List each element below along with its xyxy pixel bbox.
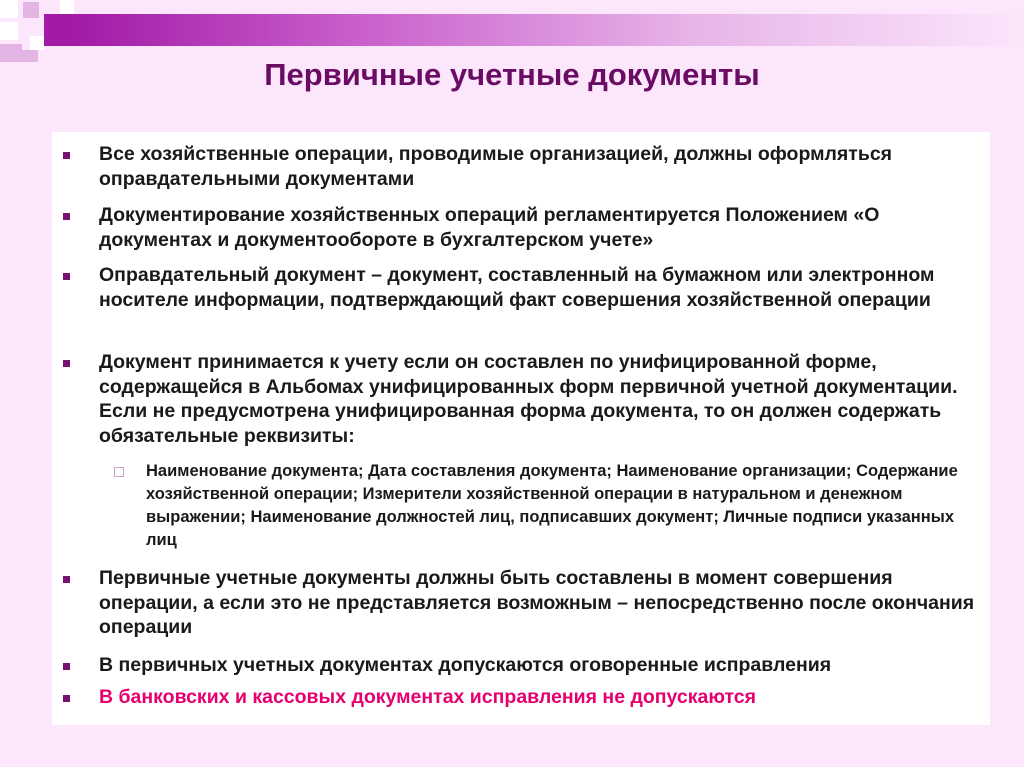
header-gradient-bar xyxy=(74,14,1024,46)
square-bullet-icon xyxy=(63,152,70,159)
bullet-text: Все хозяйственные операции, проводимые организацией, должны оформляться оправдательными документами xyxy=(99,143,893,190)
bullet-text: Документ принимается к учету если он составлен по унифицированной форме, содержащейся в Альбомах унифицированных форм первичной учетной документации. Если не предусмотрена унифицированная форма документа, то он должен содержать обязательные реквизиты: xyxy=(99,351,958,447)
bullet-text: Первичные учетные документы должны быть составлены в момент совершения операции, а если это не представляется возможным – непосредственно после окончания операции xyxy=(99,567,975,638)
slide-title: Первичные учетные документы xyxy=(264,57,760,92)
square-bullet-icon xyxy=(63,663,70,670)
square-bullet-icon xyxy=(63,360,70,367)
sub-bullet-text: Наименование документа; Дата составления документа; Наименование организации; Содержание хозяйственной операции; Измерители хозяйственной операции в натуральном и денежном выражении; Наименование должностей лиц, подписавших документ; Личные подписи указанных лиц xyxy=(146,462,958,549)
content-panel xyxy=(52,132,990,725)
square-bullet-icon xyxy=(63,576,70,583)
hollow-square-bullet-icon xyxy=(114,467,124,477)
square-bullet-icon xyxy=(63,273,70,280)
bullet-text: Документирование хозяйственных операций регламентируется Положением «О документах и документообороте в бухгалтерском учете» xyxy=(99,204,880,251)
bullet-text: Оправдательный документ – документ, составленный на бумажном или электронном носителе информации, подтверждающий факт совершения хозяйственной операции xyxy=(99,264,935,311)
bullet-text: В первичных учетных документах допускаются оговоренные исправления xyxy=(99,654,832,676)
square-bullet-icon xyxy=(63,695,70,702)
bullet-text-highlight: В банковских и кассовых документах исправления не допускаются xyxy=(99,686,757,708)
square-bullet-icon xyxy=(63,213,70,220)
